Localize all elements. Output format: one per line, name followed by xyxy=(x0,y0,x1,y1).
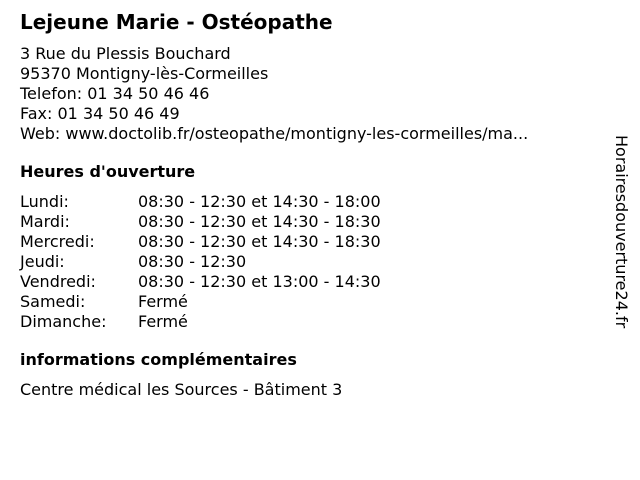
time-value: Fermé xyxy=(138,312,188,331)
day-label: Dimanche: xyxy=(20,312,107,331)
address-street: 3 Rue du Plessis Bouchard xyxy=(20,44,231,63)
time-value: 08:30 - 12:30 et 14:30 - 18:00 xyxy=(138,192,381,211)
additional-info-text: Centre médical les Sources - Bâtiment 3 xyxy=(20,380,343,399)
address-city: 95370 Montigny-lès-Cormeilles xyxy=(20,64,269,83)
opening-hours-table xyxy=(20,192,600,332)
phone-number[interactable]: 01 34 50 46 46 xyxy=(87,84,210,103)
hours-row-thursday xyxy=(20,252,600,272)
time-value: 08:30 - 12:30 xyxy=(138,252,247,271)
hours-row-sunday xyxy=(20,312,600,332)
phone-label: Telefon: xyxy=(20,84,83,103)
business-card xyxy=(20,8,600,400)
day-label: Samedi: xyxy=(20,292,86,311)
brand-watermark-text: Horairesdouverture24.fr xyxy=(612,135,631,329)
hours-row-friday xyxy=(20,272,600,292)
day-label: Jeudi: xyxy=(20,252,65,271)
time-value: 08:30 - 12:30 et 13:00 - 14:30 xyxy=(138,272,381,291)
fax-label: Fax: xyxy=(20,104,53,123)
day-label: Mardi: xyxy=(20,212,70,231)
business-title: Lejeune Marie - Ostéopathe xyxy=(20,10,333,34)
time-value: 08:30 - 12:30 et 14:30 - 18:30 xyxy=(138,212,381,231)
brand-watermark xyxy=(612,135,636,375)
hours-row-monday xyxy=(20,192,600,212)
fax-line xyxy=(20,104,600,124)
web-line xyxy=(20,124,600,144)
fax-number: 01 34 50 46 49 xyxy=(57,104,180,123)
phone-line xyxy=(20,84,600,104)
day-label: Lundi: xyxy=(20,192,69,211)
additional-info-heading: informations complémentaires xyxy=(20,350,297,369)
time-value: Fermé xyxy=(138,292,188,311)
website-link[interactable]: www.doctolib.fr/osteopathe/montigny-les-cormeilles/ma... xyxy=(65,124,529,143)
day-label: Vendredi: xyxy=(20,272,96,291)
hours-row-wednesday xyxy=(20,232,600,252)
day-label: Mercredi: xyxy=(20,232,95,251)
hours-row-tuesday xyxy=(20,212,600,232)
time-value: 08:30 - 12:30 et 14:30 - 18:30 xyxy=(138,232,381,251)
opening-hours-heading: Heures d'ouverture xyxy=(20,162,196,181)
hours-row-saturday xyxy=(20,292,600,312)
web-label: Web: xyxy=(20,124,61,143)
